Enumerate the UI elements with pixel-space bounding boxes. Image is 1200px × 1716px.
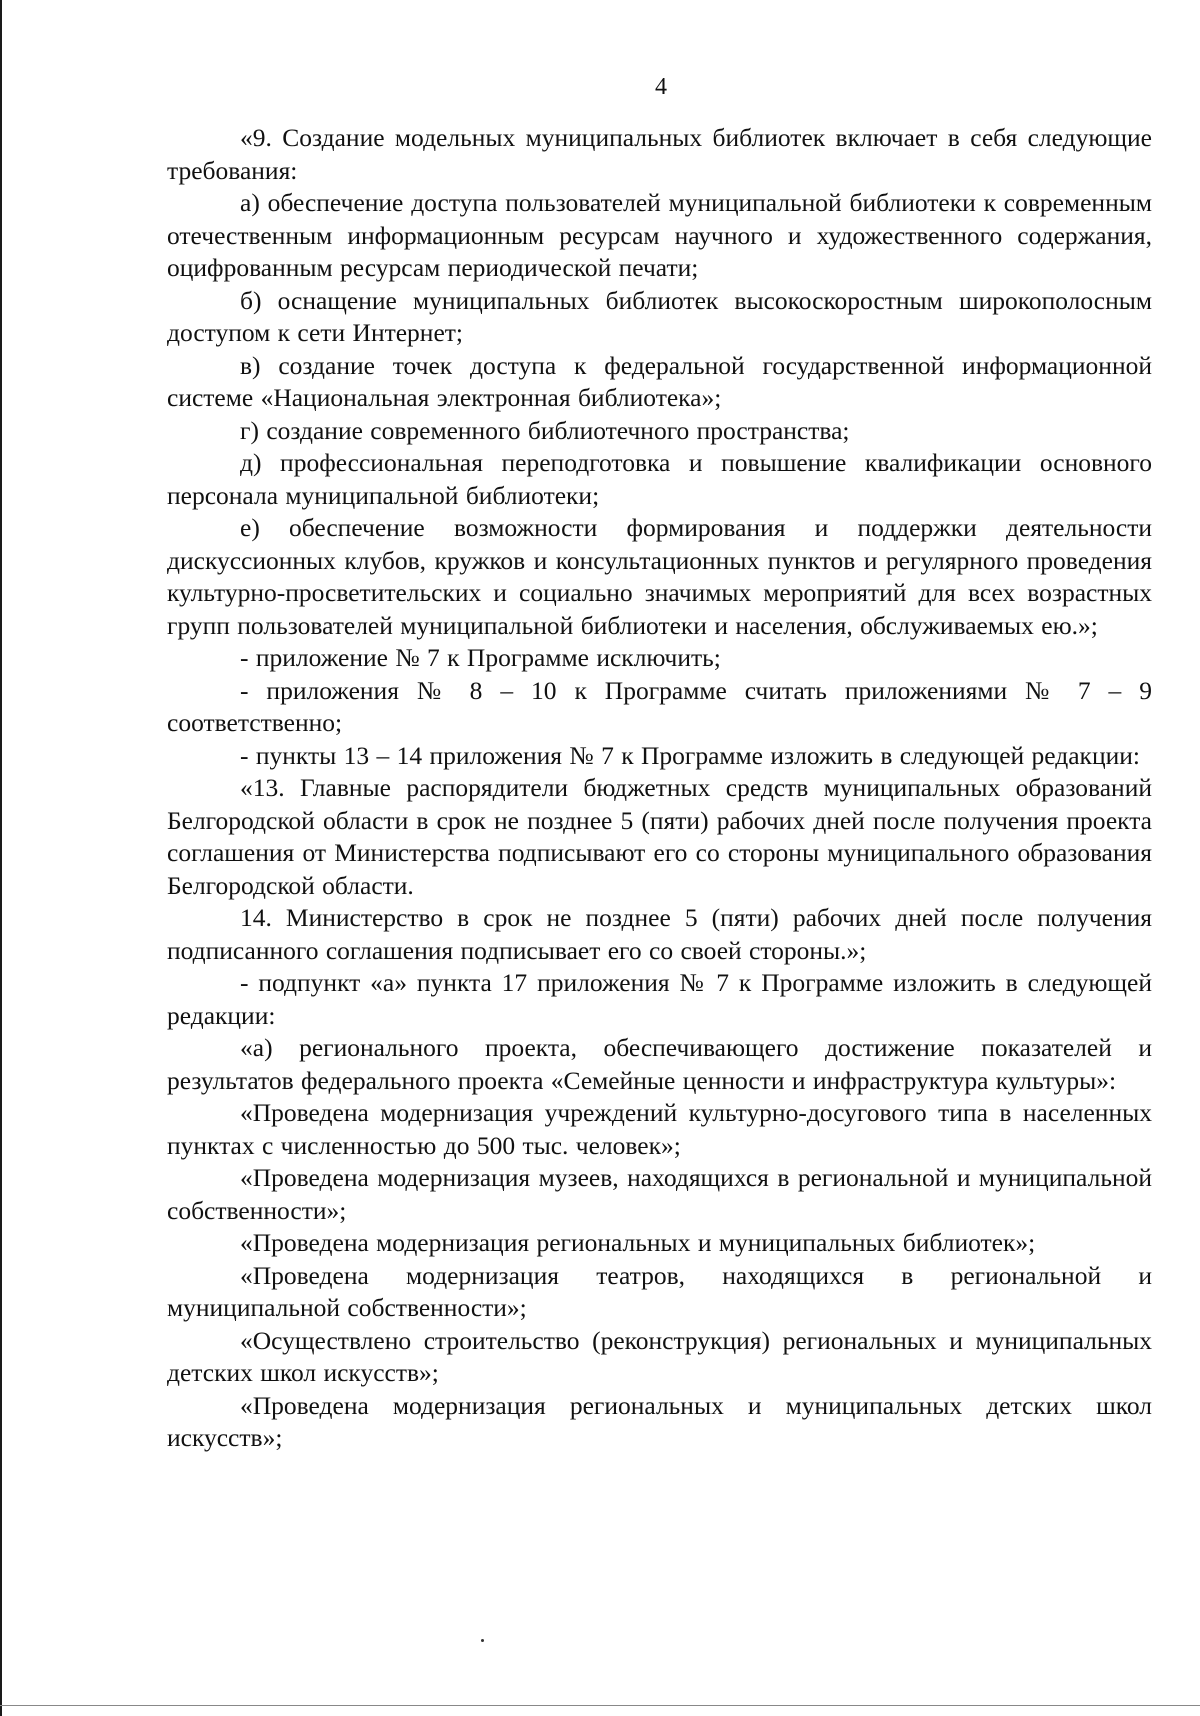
paragraph-renumber-appendices: - приложения № 8 – 10 к Программе считать приложениями № 7 – 9 соответственно;	[167, 675, 1152, 737]
paragraph-item-b: б) оснащение муниципальных библиотек высокоскоростным широкополосным доступом к сети Интернет;	[167, 285, 1152, 347]
paragraph-result-libraries: «Проведена модернизация региональных и муниципальных библиотек»;	[240, 1228, 1036, 1257]
scan-edge-left	[0, 0, 2, 1716]
paragraph-result-leisure: «Проведена модернизация учреждений культурно-досугового типа в населенных пунктах с численностью до 500 тыс. человек»;	[167, 1098, 1152, 1160]
paragraph-point-14: 14. Министерство в срок не позднее 5 (пяти) рабочих дней после получения подписанного соглашения подписывает его со своей стороны.»;	[167, 903, 1152, 965]
paragraph-result-art-schools-construction: «Осуществлено строительство (реконструкция) региональных и муниципальных детских школ искусств»;	[167, 1325, 1152, 1387]
paragraph-subpoint-a-intro: - подпункт «а» пункта 17 приложения № 7 к Программе изложить в следующей редакции:	[167, 968, 1152, 1030]
paragraph-result-art-schools-modernization: «Проведена модернизация региональных и муниципальных детских школ искусств»;	[167, 1390, 1152, 1452]
paragraph-result-theatres: «Проведена модернизация театров, находящихся в региональной и муниципальной собственности»;	[167, 1260, 1152, 1322]
paragraph-item-e: е) обеспечение возможности формирования и поддержки деятельности дискуссионных клубов, кружков и консультационных пунктов и регулярного проведения культурно-просветительских и социально значимых мероприятий для всех возрастных групп пользователей муниципальной библиотеки и населения, обслуживаемых ею.»;	[167, 513, 1152, 640]
paragraph-item-g: г) создание современного библиотечного пространства;	[240, 415, 850, 445]
scan-edge-bottom	[0, 1705, 1200, 1706]
paragraph-exclude-appendix-7: - приложение № 7 к Программе исключить;	[240, 643, 721, 672]
scan-speck	[481, 1639, 484, 1642]
paragraph-points-13-14-intro: - пункты 13 – 14 приложения № 7 к Программе изложить в следующей редакции:	[240, 740, 1140, 770]
paragraph-9-intro: «9. Создание модельных муниципальных библиотек включает в себя следующие требования:	[167, 123, 1152, 185]
document-body	[167, 122, 1152, 1455]
paragraph-item-d: д) профессиональная переподготовка и повышение квалификации основного персонала муниципальной библиотеки;	[167, 448, 1152, 510]
paragraph-item-v: в) создание точек доступа к федеральной государственной информационной системе «Национальная электронная библиотека»;	[167, 350, 1152, 412]
paragraph-subpoint-a: «а) регионального проекта, обеспечивающего достижение показателей и результатов федерального проекта «Семейные ценности и инфраструктура культуры»:	[167, 1033, 1152, 1095]
page-number: 4	[655, 74, 667, 100]
paragraph-point-13: «13. Главные распорядители бюджетных средств муниципальных образований Белгородской области в срок не позднее 5 (пяти) рабочих дней после получения проекта соглашения от Министерства подписывают его со стороны муниципального образования Белгородской области.	[167, 773, 1152, 900]
paragraph-item-a: а) обеспечение доступа пользователей муниципальной библиотеки к современным отечественным информационным ресурсам научного и художественного содержания, оцифрованным ресурсам периодической печати;	[167, 188, 1152, 282]
paragraph-result-museums: «Проведена модернизация музеев, находящихся в региональной и муниципальной собственности»;	[167, 1163, 1152, 1225]
